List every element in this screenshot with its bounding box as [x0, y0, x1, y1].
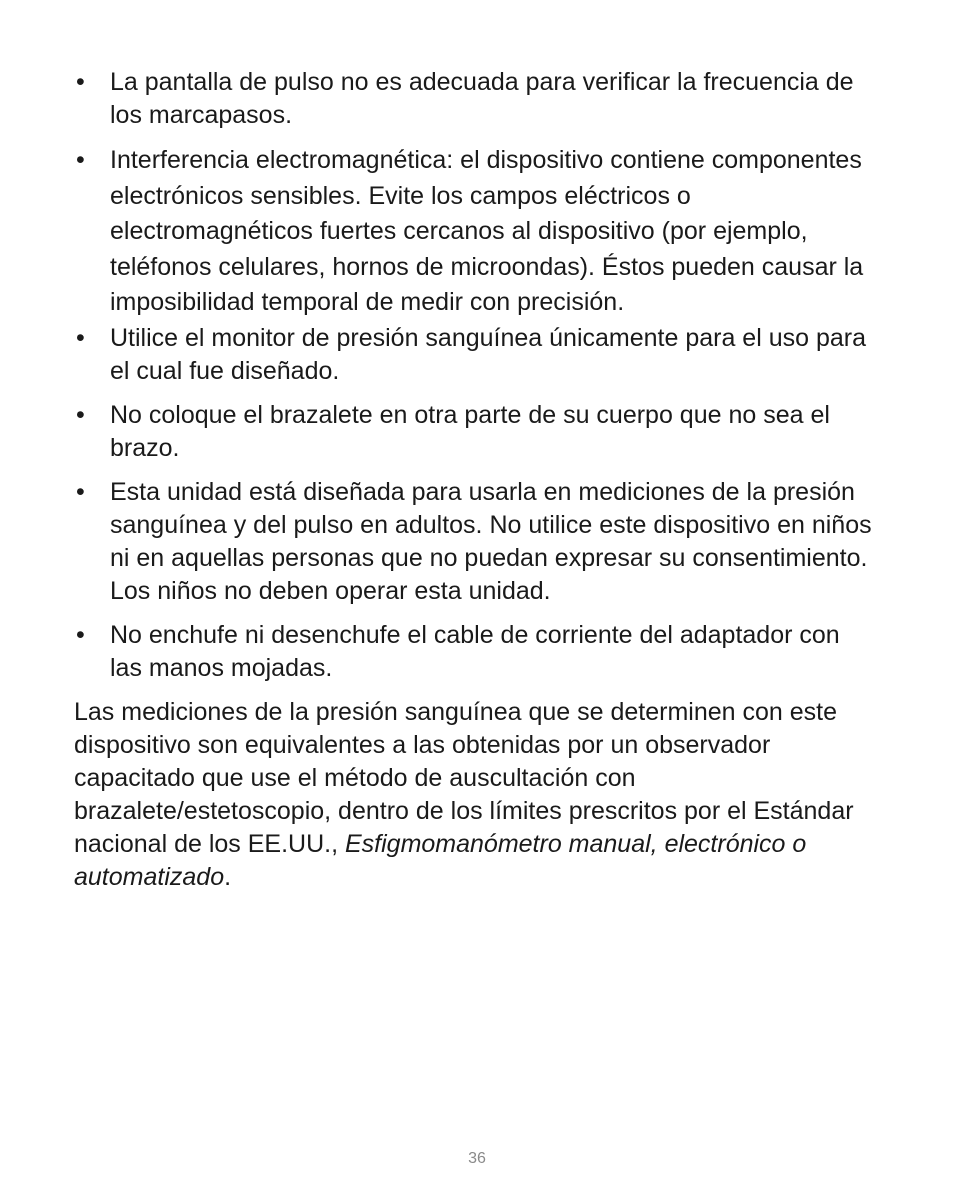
list-item-text: No enchufe ni desenchufe el cable de corriente del adaptador con las manos mojadas. — [110, 620, 840, 682]
bullet-icon: • — [76, 620, 85, 649]
closing-end: . — [224, 862, 232, 891]
closing-paragraph — [74, 696, 874, 894]
warning-list — [74, 66, 874, 685]
list-item-text: Esta unidad está diseñada para usarla en mediciones de la presión sanguínea y del pulso en adultos. No utilice este dispositivo en niños ni en aquellas personas que no puedan expresar su consentimiento. Los niños no deben operar esta unidad. — [110, 477, 872, 605]
list-item-text: No coloque el brazalete en otra parte de su cuerpo que no sea el brazo. — [110, 400, 830, 462]
list-item — [74, 476, 874, 608]
page-content — [74, 66, 874, 894]
list-item — [74, 143, 874, 321]
bullet-icon: • — [76, 400, 85, 429]
list-item — [74, 66, 874, 132]
list-item-text: Utilice el monitor de presión sanguínea únicamente para el uso para el cual fue diseñado. — [110, 323, 867, 385]
bullet-icon: • — [76, 146, 85, 174]
standard-title: Esfigmomanómetro manual, electrónico o automatizado — [74, 829, 807, 891]
bullet-icon: • — [76, 323, 85, 352]
page-number: 36 — [468, 1150, 486, 1167]
list-item — [74, 399, 874, 465]
list-item — [74, 322, 874, 388]
list-item — [74, 619, 874, 685]
bullet-icon: • — [76, 68, 85, 96]
closing-text: Las mediciones de la presión sanguínea que se determinen con este dispositivo son equivalentes a las obtenidas por un observador capacitado que use el método de auscultación con brazalete/estetoscopio, dentro de los límites prescritos por el Estándar nacional de los EE.UU., — [74, 697, 854, 858]
list-item-text: La pantalla de pulso no es adecuada para verificar la frecuencia de los marcapasos. — [110, 68, 854, 129]
list-item-text: Interferencia electromagnética: el dispositivo contiene componentes electrónicos sensibles. Evite los campos eléctricos o electromagnéticos fuertes cercanos al dispositivo (por ejemplo, teléfonos celulares, hornos de microondas). Éstos pueden causar la imposibilidad temporal de medir con precisión. — [110, 146, 864, 316]
bullet-icon: • — [76, 477, 85, 506]
